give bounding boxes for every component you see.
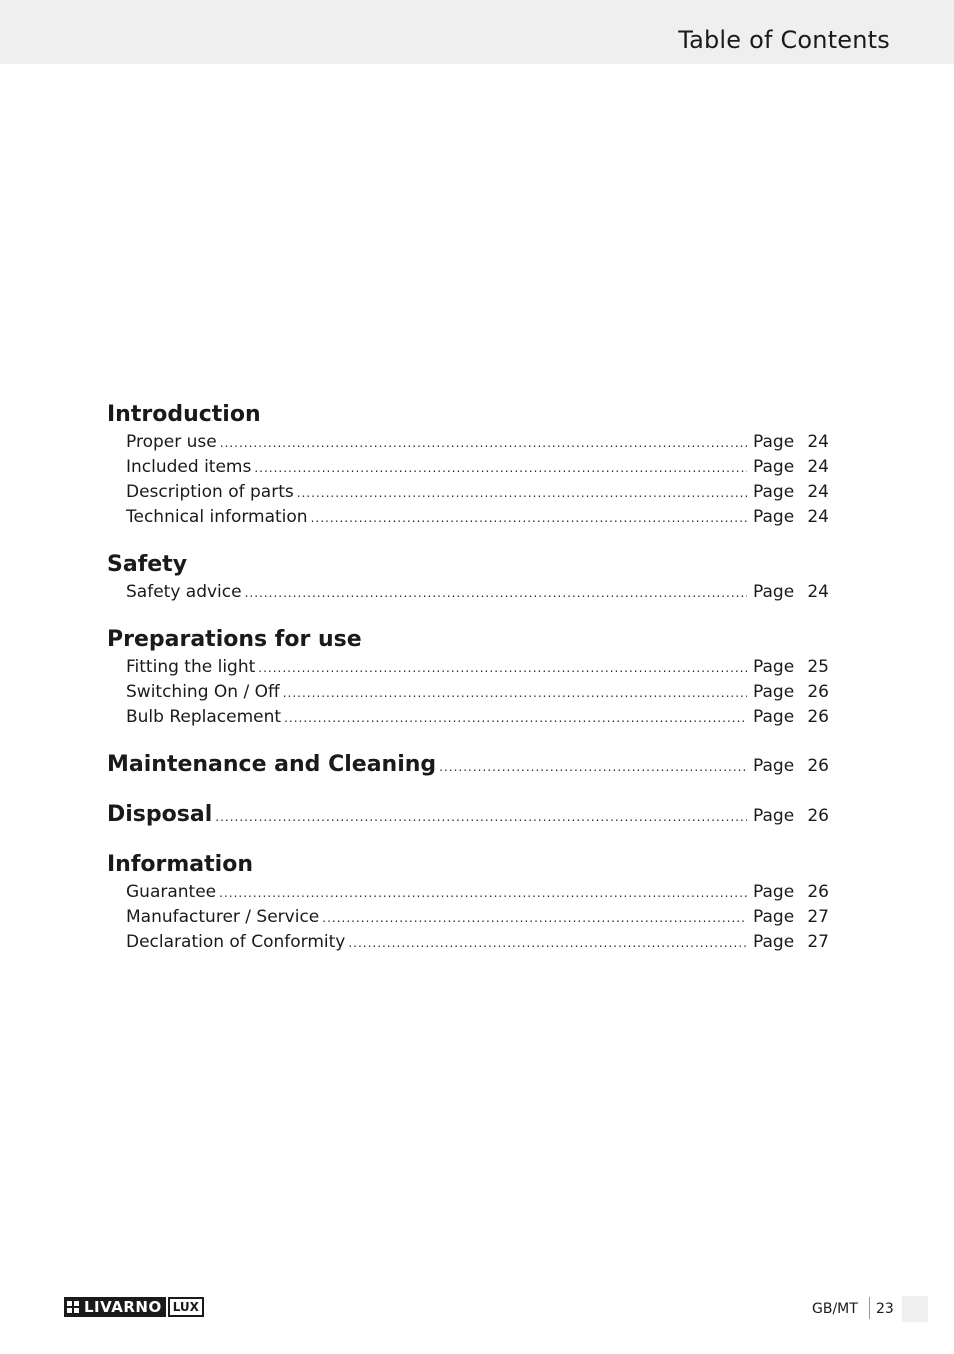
page-number: 26 bbox=[807, 882, 829, 902]
section-heading-introduction: Introduction bbox=[107, 402, 261, 427]
page-number: 24 bbox=[807, 582, 829, 602]
toc-entry-fitting-the-light[interactable] bbox=[107, 656, 829, 678]
entry-label: Safety advice bbox=[126, 582, 242, 602]
toc-entry-manufacturer-service[interactable] bbox=[107, 906, 829, 928]
toc-entry-safety-advice[interactable] bbox=[107, 581, 829, 603]
page-number: 24 bbox=[807, 457, 829, 477]
toc-entry-bulb-replacement[interactable] bbox=[107, 706, 829, 728]
entry-label: Switching On / Off bbox=[126, 682, 280, 702]
entry-label: Manufacturer / Service bbox=[126, 907, 320, 927]
dot-leader bbox=[439, 756, 747, 778]
page-word: Page bbox=[753, 482, 795, 502]
section-heading-maintenance: Maintenance and Cleaning bbox=[107, 752, 437, 777]
dot-leader bbox=[219, 882, 747, 904]
toc-entry-declaration-of-conformity[interactable] bbox=[107, 931, 829, 953]
page-title: Table of Contents bbox=[678, 26, 890, 54]
page-number: 26 bbox=[807, 707, 829, 727]
page-word: Page bbox=[753, 907, 795, 927]
page-number: 24 bbox=[807, 482, 829, 502]
toc-entry-technical-information[interactable] bbox=[107, 506, 829, 528]
page-number: 24 bbox=[807, 507, 829, 527]
toc-entry-included-items[interactable] bbox=[107, 456, 829, 478]
entry-label: Included items bbox=[126, 457, 252, 477]
toc-entry-description-of-parts[interactable] bbox=[107, 481, 829, 503]
page-word: Page bbox=[753, 657, 795, 677]
page-word: Page bbox=[753, 932, 795, 952]
page-word: Page bbox=[753, 707, 795, 727]
dot-leader bbox=[297, 482, 747, 504]
brand-logo bbox=[64, 1297, 204, 1317]
toc-entry-disposal[interactable] bbox=[107, 804, 829, 832]
entry-label: Bulb Replacement bbox=[126, 707, 282, 727]
page-word: Page bbox=[753, 457, 795, 477]
entry-label: Proper use bbox=[126, 432, 217, 452]
dot-leader bbox=[254, 457, 747, 479]
dot-leader bbox=[284, 707, 747, 729]
logo-mark-icon bbox=[64, 1297, 82, 1317]
page-word: Page bbox=[753, 756, 795, 776]
toc-entry-switching-on-off[interactable] bbox=[107, 681, 829, 703]
page-word: Page bbox=[753, 507, 795, 527]
section-heading-safety: Safety bbox=[107, 552, 188, 577]
entry-label: Description of parts bbox=[126, 482, 294, 502]
page-number-footer: 23 bbox=[876, 1301, 894, 1317]
dot-leader bbox=[245, 582, 747, 604]
brand-suffix: LUX bbox=[168, 1297, 204, 1317]
toc-entry-proper-use[interactable] bbox=[107, 431, 829, 453]
page-word: Page bbox=[753, 432, 795, 452]
entry-label: Fitting the light bbox=[126, 657, 256, 677]
dot-leader bbox=[283, 682, 747, 704]
toc-entry-guarantee[interactable] bbox=[107, 881, 829, 903]
brand-name: LIVARNO bbox=[82, 1297, 166, 1317]
section-heading-information: Information bbox=[107, 852, 253, 877]
dot-leader bbox=[215, 806, 747, 828]
page-word: Page bbox=[753, 806, 795, 826]
footer-corner-box bbox=[902, 1296, 928, 1322]
page-number: 27 bbox=[807, 932, 829, 952]
page-word: Page bbox=[753, 882, 795, 902]
page-word: Page bbox=[753, 582, 795, 602]
header-bar bbox=[0, 0, 954, 64]
section-heading-disposal: Disposal bbox=[107, 802, 213, 827]
dot-leader bbox=[220, 432, 747, 454]
language-code: GB/MT bbox=[812, 1301, 858, 1317]
toc-entry-maintenance-and-cleaning[interactable] bbox=[107, 754, 829, 782]
footer-divider bbox=[869, 1297, 870, 1319]
page-word: Page bbox=[753, 682, 795, 702]
page-number: 25 bbox=[807, 657, 829, 677]
page-number: 24 bbox=[807, 432, 829, 452]
page-number: 26 bbox=[807, 756, 829, 776]
page-number: 26 bbox=[807, 682, 829, 702]
page-number: 27 bbox=[807, 907, 829, 927]
entry-label: Technical information bbox=[126, 507, 308, 527]
dot-leader bbox=[322, 907, 747, 929]
dot-leader bbox=[258, 657, 747, 679]
page-number: 26 bbox=[807, 806, 829, 826]
dot-leader bbox=[311, 507, 747, 529]
section-heading-preparations: Preparations for use bbox=[107, 627, 362, 652]
entry-label: Guarantee bbox=[126, 882, 217, 902]
entry-label: Declaration of Conformity bbox=[126, 932, 346, 952]
dot-leader bbox=[348, 932, 747, 954]
